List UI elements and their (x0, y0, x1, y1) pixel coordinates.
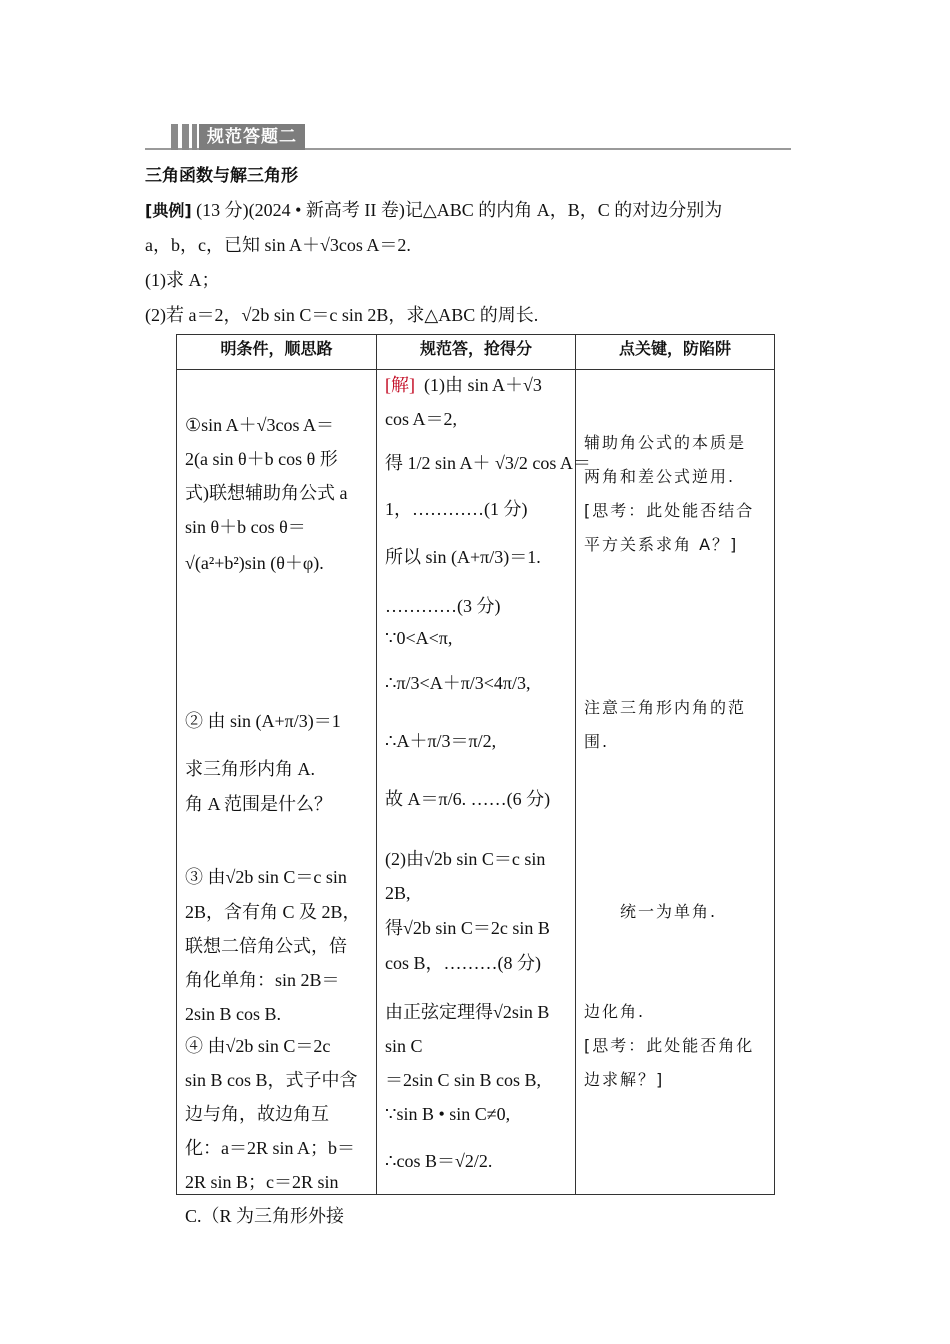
condition-line: ①sin A＋√3cos A＝ (185, 415, 335, 435)
condition-line: 求三角形内角 A. (185, 759, 315, 779)
keypoint-line: [思考：此处能否结合 (584, 501, 755, 520)
header-stripe (171, 124, 178, 150)
answer-line: 所以 sin (A+π/3)＝1. (385, 547, 541, 567)
keypoint-line: 围. (584, 732, 610, 751)
answer-line: ＝2sin C sin B cos B, (385, 1070, 542, 1090)
header-stripe (182, 124, 189, 150)
answer-line: 2B, (385, 883, 411, 903)
answer-line: sin C (385, 1036, 423, 1056)
keypoint-line: [思考：此处能否角化 (584, 1036, 755, 1055)
keypoint-line: 边化角. (584, 1002, 646, 1021)
answer-line: …………(3 分) (385, 596, 501, 616)
question-2: (2)若 a＝2，√2b sin C＝c sin 2B，求△ABC 的周长. (145, 305, 539, 325)
condition-line: 边与角，故边角互 (185, 1104, 329, 1124)
answer-line: 得 1/2 sin A＋ √3/2 cos A＝ (385, 453, 591, 473)
condition-line: 化：a＝2R sin A；b＝ (185, 1138, 356, 1158)
keypoint-line: 边求解？] (584, 1070, 665, 1089)
topic-title: 三角函数与解三角形 (145, 166, 298, 186)
keypoint-line: 两角和差公式逆用. (584, 467, 736, 486)
question-1: (1)求 A； (145, 270, 220, 290)
solution-table (176, 334, 775, 1226)
answer-line: 得√2b sin C＝2c sin B (385, 918, 550, 938)
example-line-1 (145, 199, 722, 222)
condition-line: C.（R 为三角形外接 (185, 1206, 345, 1226)
answer-line: (2)由√2b sin C＝c sin (385, 849, 546, 869)
keypoint-line: 平方关系求角 A？] (584, 535, 739, 554)
answer-line: ∴A＋π/3＝π/2, (385, 731, 497, 751)
condition-line: sin θ＋b cos θ＝ (185, 517, 306, 537)
section-header-title: 规范答题二 (199, 124, 305, 150)
answer-line: ∵0<A<π, (385, 628, 453, 648)
answer-line: ∴π/3<A＋π/3<4π/3, (385, 673, 531, 693)
col-header-keypoints: 点关键，防陷阱 (576, 335, 775, 370)
answer-line: 故 A＝π/6. ……(6 分) (385, 789, 551, 809)
condition-line: 2B，含有角 C 及 2B， (185, 902, 361, 922)
condition-line: 角化单角：sin 2B＝ (185, 970, 340, 990)
answer-cell (377, 370, 591, 1195)
answer-line: ∴cos B＝√2/2. (385, 1151, 493, 1171)
condition-line: 角 A 范围是什么？ (185, 794, 333, 814)
col-header-answer: 规范答，抢得分 (377, 335, 576, 370)
condition-line: ③ 由√2b sin C＝c sin (185, 867, 347, 887)
example-tag: [典例] (145, 201, 192, 220)
keypoint-line: 注意三角形内角的范 (584, 698, 747, 717)
condition-line: 2(a sin θ＋b cos θ 形 (185, 449, 338, 469)
col-header-conditions: 明条件，顺思路 (177, 335, 377, 370)
answer-line-text: (1)由 sin A＋√3 (424, 375, 542, 395)
answer-line: ∵sin B • sin C≠0, (385, 1104, 511, 1124)
condition-line: √(a²+b²)sin (θ＋φ). (185, 553, 324, 573)
answer-line: cos B，………(8 分) (385, 953, 541, 973)
answer-line: cos A＝2, (385, 409, 457, 429)
answer-line: 由正弦定理得√2sin B (385, 1002, 550, 1022)
keypoint-line: 辅助角公式的本质是 (584, 433, 747, 452)
example-line-2: a，b，c，已知 sin A＋√3cos A＝2. (145, 235, 411, 255)
section-header-bar (145, 124, 791, 152)
condition-line: 2sin B cos B. (185, 1004, 282, 1024)
example-text-1: (13 分)(2024 • 新高考 II 卷)记△ABC 的内角 A，B，C 的对边分别为 (196, 200, 723, 220)
keypoints-cell (576, 370, 775, 1195)
answer-line (385, 374, 542, 396)
condition-line: sin B cos B，式子中含 (185, 1070, 358, 1090)
condition-line: 2R sin B；c＝2R sin (185, 1172, 339, 1192)
condition-line: ② 由 sin (A+π/3)＝1 (185, 711, 341, 731)
keypoint-line: 统一为单角. (620, 902, 718, 921)
header-stripe (192, 124, 197, 150)
solution-label: [解] (385, 375, 415, 395)
condition-line: 式)联想辅助角公式 a (185, 483, 348, 503)
condition-line: 联想二倍角公式，倍 (185, 936, 347, 956)
conditions-cell (177, 370, 377, 1226)
condition-line: ④ 由√2b sin C＝2c (185, 1036, 331, 1056)
answer-line: 1，…………(1 分) (385, 499, 528, 519)
